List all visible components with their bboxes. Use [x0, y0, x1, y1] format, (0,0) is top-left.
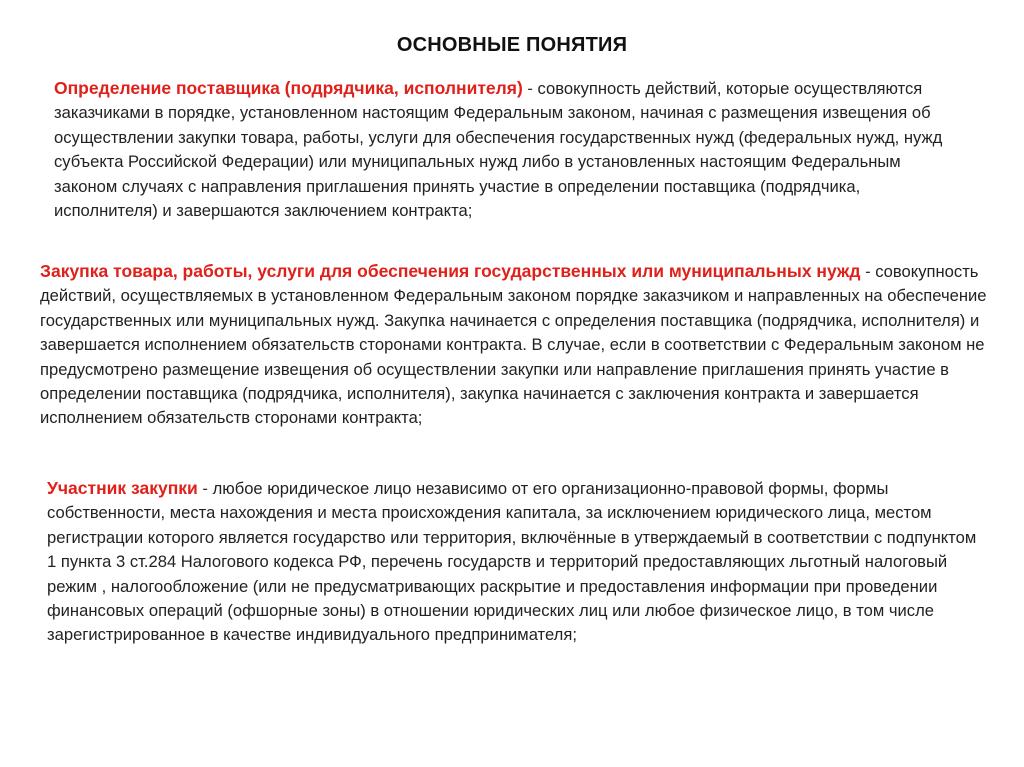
definition-separator: - [197, 479, 213, 498]
definition-term: Участник закупки [47, 478, 198, 498]
definition-text: любое юридическое лицо независимо от его организационно-правовой формы, формы собственности, места нахождения и места происхождения капитала, за исключением юридического лица, местом регистрации которого является государство или территория, включённые в утверждаемый в соответствии с подпунктом 1 пункта 3 ст.284 Налогового кодекса РФ, перечень государств и территорий предоставляющих льготный налоговый режим , налогообложение (или не предусматривающих раскрытие и предоставления информации при проведении финансовых операций (офшорные зоны) в отношении юридических лиц или любое физическое лицо, в том числе зарегистрированное в качестве индивидуального предпринимателя; [47, 479, 977, 645]
definition-term: Определение поставщика (подрядчика, исполнителя) [54, 78, 523, 98]
definition-separator: - [860, 262, 876, 281]
slide-title: ОСНОВНЫЕ ПОНЯТИЯ [396, 34, 628, 56]
definition-text: совокупность действий, осуществляемых в установленном Федеральным законом порядке заказчиком и направленных на обеспечение государственных или муниципальных нужд. Закупка начинается с определения поставщика (подрядчика, исполнителя) и завершается исполнением обязательств сторонами контракта. В случае, если в соответствии с Федеральным законом не предусмотрено размещение извещения об осуществлении закупки или направление приглашения принять участие в определении поставщика (подрядчика, исполнителя), закупка начинается с заключения контракта и завершается исполнением обязательств сторонами контракта; [40, 262, 987, 428]
definition-procurement [40, 259, 990, 431]
definition-text: совокупность действий, которые осуществляются заказчиками в порядке, установленном настоящим Федеральным законом, начиная с размещения извещения об осуществлении закупки товара, работы, услуги для обеспечения государственных нужд (федеральных нужд, нужд субъекта Российской Федерации) или муниципальных нужд либо в установленных настоящим Федеральным законом случаях с направления приглашения принять участие в определении поставщика (подрядчика, исполнителя) и завершаются заключением контракта; [54, 79, 943, 221]
definition-term: Закупка товара, работы, услуги для обеспечения государственных или муниципальных нужд [40, 261, 861, 281]
definition-separator: - [522, 79, 538, 98]
definition-procurement-participant [47, 476, 982, 648]
definition-supplier-determination [54, 76, 959, 223]
